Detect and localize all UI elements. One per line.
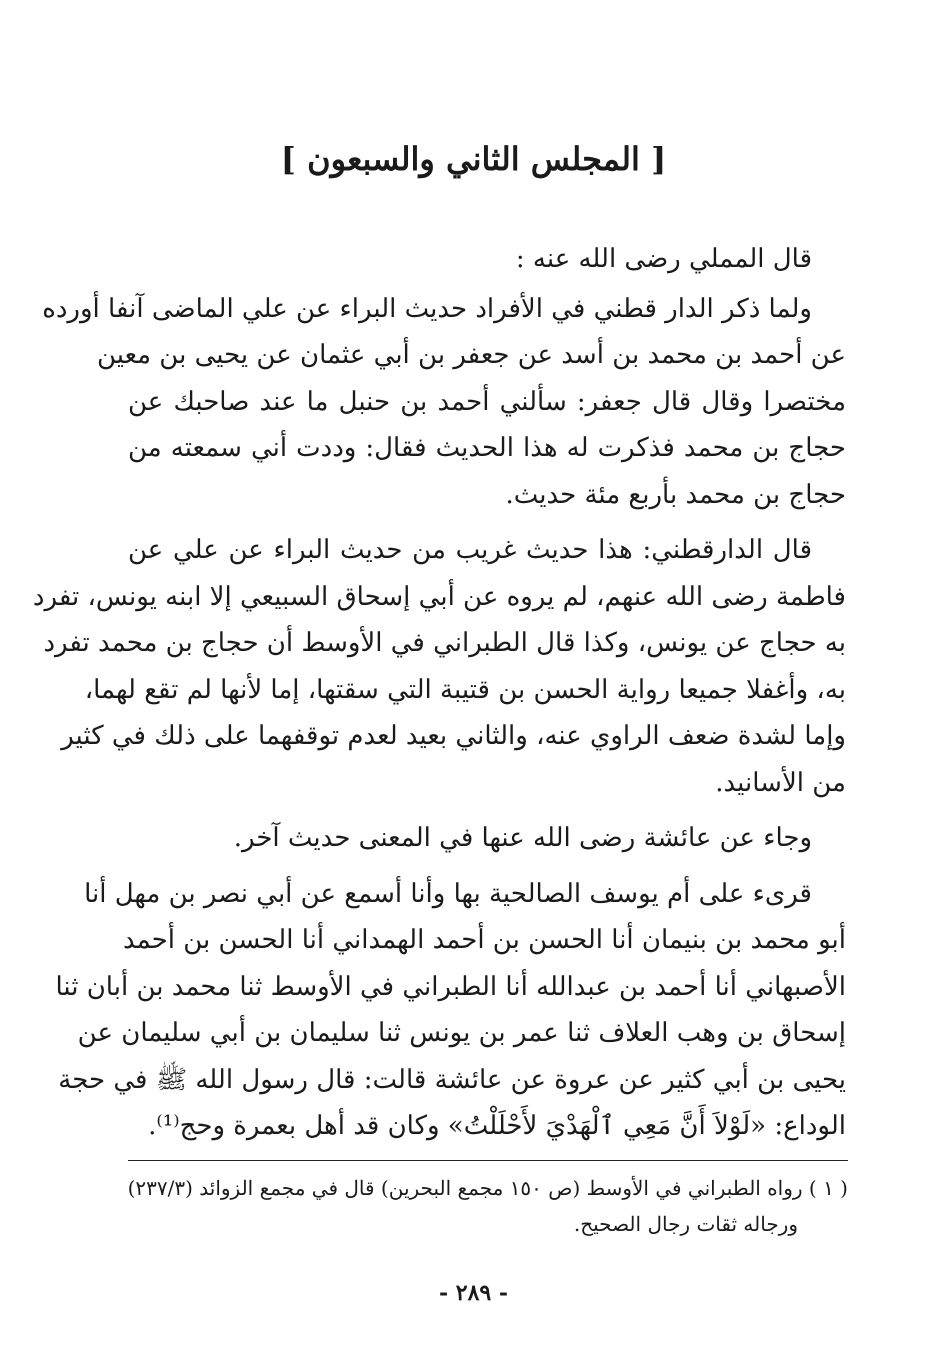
text-line: قرىء على أم يوسف الصالحية بها وأنا أسمع عن أبي نصر بن مهل أنا: [84, 878, 812, 909]
footnote-line: ( ١ ) رواه الطبراني في الأوسط (ص ١٥٠ مجمع البحرين) قال في مجمع الزوائد (٢٣٧/٣): [127, 1176, 848, 1200]
text-line: أبو محمد بن بنيمان أنا الحسن بن أحمد الهمداني أنا الحسن بن أحمد: [123, 925, 846, 955]
footnotes: [128, 1170, 848, 1242]
text-line: عن أحمد بن محمد بن أسد عن جعفر بن أبي عثمان عن يحيى بن معين: [96, 340, 846, 370]
text-line: ولما ذكر الدار قطني في الأفراد حديث البراء عن علي الماضى آنفا أورده: [42, 293, 812, 324]
page-number: - ٢٨٩ -: [438, 1280, 509, 1306]
text-line: وإما لشدة ضعف الراوي عنه، والثاني بعيد لعدم توقفهما على ذلك في كثير: [61, 721, 846, 751]
text-line: يحيى بن أبي كثير عن عروة عن عائشة قالت: قال رسول الله ﷺ في حجة: [58, 1064, 846, 1095]
text-line: قال الدارقطني: هذا حديث غريب من حديث البراء عن علي عن: [128, 535, 812, 565]
paragraph: [42, 286, 846, 519]
paragraph: [128, 815, 846, 862]
text-line: حجاج بن محمد بأربع مئة حديث.: [505, 479, 846, 510]
text-line: من الأسانيد.: [715, 767, 846, 798]
text-line: به، وأغفلا جميعا رواية الحسن بن قتيبة التي سقتها، إما لأنها لم تقع لهما،: [84, 674, 846, 705]
text-line: قال المملي رضى الله عنه :: [515, 244, 812, 274]
footnote-line: ورجاله ثقات رجال الصحيح.: [573, 1212, 798, 1236]
text-line: حجاج بن محمد فذكرت له هذا الحديث فقال: وددت أني سمعته من: [128, 433, 846, 463]
text-line: إسحاق بن وهب العلاف ثنا عمر بن يونس ثنا سليمان بن أبي سليمان عن: [77, 1018, 846, 1048]
text-line: فاطمة رضى الله عنهم، لم يروه عن أبي إسحاق السبيعي إلا ابنه يونس، تفرد: [32, 581, 846, 612]
paragraph: [32, 527, 846, 806]
text-line: به حجاج عن يونس، وكذا قال الطبراني في الأوسط أن حجاج بن محمد تفرد: [43, 628, 846, 658]
text-line: الأصبهاني أنا أحمد بن عبدالله أنا الطبراني في الأوسط ثنا محمد بن أبان ثنا: [55, 971, 846, 1002]
footnote-divider: [128, 1160, 848, 1161]
paragraph: [55, 871, 846, 1150]
text-line: مختصرا وقال قال جعفر: سألني أحمد بن حنبل ما عند صاحبك عن: [128, 386, 846, 417]
text-line: وجاء عن عائشة رضى الله عنها في المعنى حديث آخر.: [233, 823, 812, 853]
text-line: الوداع: «لَوْلاَ أَنَّ مَعِي ٱلْهَدْيَ لأَحْلَلْتُ» وكان قد أهل بعمرة وحج⁽¹⁾.: [148, 1111, 846, 1141]
paragraph: [128, 236, 846, 283]
main-text: [32, 236, 846, 1159]
chapter-heading: [ المجلس الثاني والسبعون ]: [280, 140, 667, 178]
